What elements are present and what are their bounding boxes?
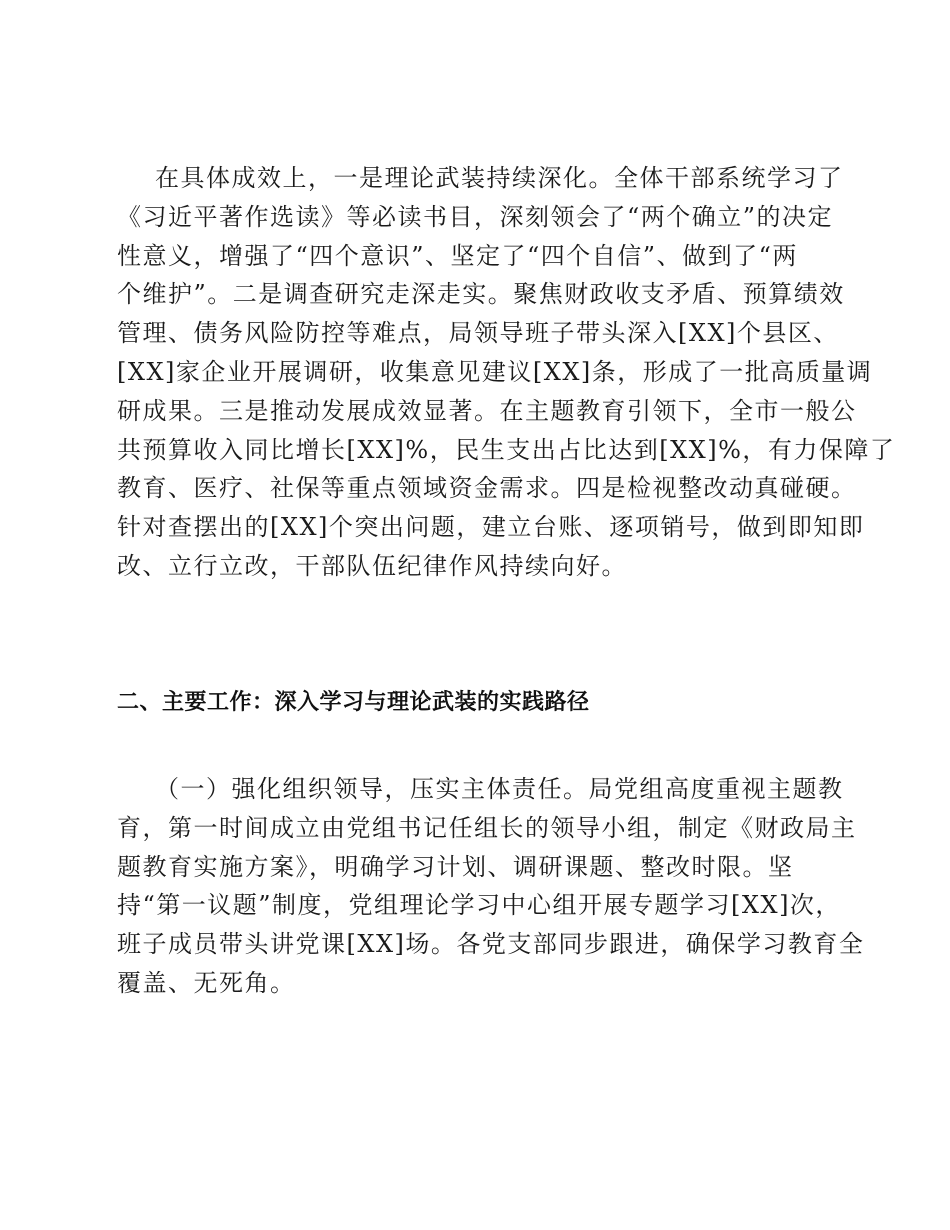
- paragraph-line: 研成果。三是推动发展成效显著。在主题教育引领下，全市一般公: [117, 396, 857, 425]
- paragraph-line: 改、立行立改，干部队伍纪律作风持续向好。: [117, 551, 627, 580]
- paragraph-line: 班子成员带头讲党课[XX]场。各党支部同步跟进，确保学习教育全: [117, 930, 865, 959]
- paragraph-line: 覆盖、无死角。: [117, 968, 296, 997]
- paragraph-line: 在具体成效上，一是理论武装持续深化。全体干部系统学习了: [155, 164, 844, 192]
- paragraph-line: 性意义，增强了“四个意识”、坚定了“四个自信”、做到了“两: [117, 241, 798, 270]
- paragraph-line: 《习近平著作选读》等必读书目，深刻领会了“两个确立”的决定: [117, 202, 834, 231]
- paragraph-main-work: [117, 770, 865, 1003]
- paragraph-line: 题教育实施方案》，明确学习计划、调研课题、整改时限。坚: [117, 852, 794, 881]
- paragraph-line: 共预算收入同比增长[XX]%，民生支出占比达到[XX]%，有力保障了: [117, 435, 896, 464]
- paragraph-line: （一）强化组织领导，压实主体责任。局党组高度重视主题教: [155, 775, 844, 803]
- paragraph-line: 针对查摆出的[XX]个突出问题，建立台账、逐项销号，做到即知即: [117, 513, 865, 542]
- paragraph-line: 教育、医疗、社保等重点领域资金需求。四是检视整改动真碰硬。: [117, 474, 857, 503]
- paragraph-line: [XX]家企业开展调研，收集意见建议[XX]条，形成了一批高质量调: [117, 357, 873, 386]
- paragraph-line: 育，第一时间成立由党组书记任组长的领导小组，制定《财政局主: [117, 813, 857, 842]
- paragraph-line: 个维护”。二是调查研究走深走实。聚焦财政收支矛盾、预算绩效: [117, 280, 845, 309]
- section-heading: 二、主要工作：深入学习与理论武装的实践路径: [117, 690, 590, 715]
- paragraph-achievements: [117, 159, 896, 586]
- paragraph-line: 管理、债务风险防控等难点，局领导班子带头深入[XX]个县区、: [117, 319, 839, 348]
- paragraph-line: 持“第一议题”制度，党组理论学习中心组开展专题学习[XX]次，: [117, 891, 841, 920]
